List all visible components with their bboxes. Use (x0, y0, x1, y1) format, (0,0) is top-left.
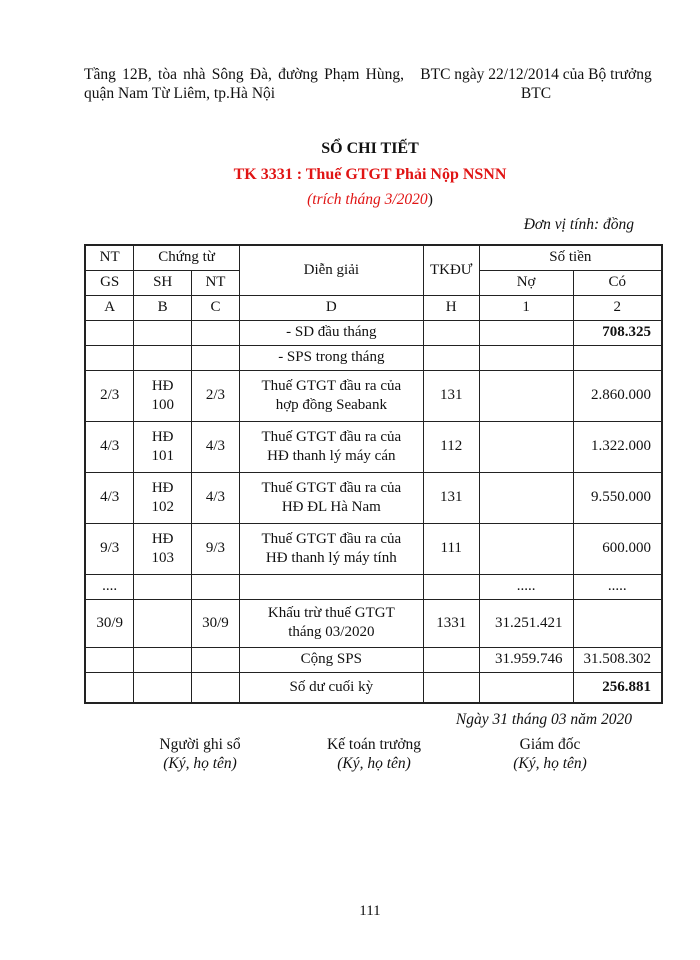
row-co (573, 599, 662, 647)
row-sh-type: HĐ (151, 377, 174, 394)
row-desc-line2: tháng 03/2020 (288, 624, 375, 640)
row-sh (134, 472, 192, 523)
total-no: 31.959.746 (479, 647, 573, 672)
signer-director (460, 735, 640, 773)
signer-role: Người ghi sổ (159, 736, 241, 753)
code-cell: A (85, 295, 134, 320)
row-tkdu: 1331 (423, 599, 479, 647)
row-no (479, 472, 573, 523)
deduction-row (85, 599, 662, 647)
opening-balance-row (85, 320, 662, 345)
row-desc-line1: Khấu trừ thuế GTGT (267, 605, 395, 621)
row-desc-line1: Thuế GTGT đầu ra của (261, 530, 402, 547)
code-cell: D (239, 295, 423, 320)
code-cell: B (134, 295, 192, 320)
row-no (479, 370, 573, 421)
row-co: 1.322.000 (573, 421, 662, 472)
row-sh (134, 421, 192, 472)
table-row (85, 421, 662, 472)
row-desc-line2: HĐ ĐL Hà Nam (281, 498, 381, 515)
currency-unit: Đơn vị tính: đồng (523, 216, 634, 233)
signer-note: (Ký, họ tên) (163, 755, 237, 772)
ellipsis-no: ..... (479, 574, 573, 599)
signer-note: (Ký, họ tên) (513, 755, 587, 772)
row-nt: 4/3 (192, 472, 240, 523)
row-co: 2.860.000 (573, 370, 662, 421)
sps-label: - SPS trong tháng (239, 345, 423, 370)
header-dien-giai: Diễn giải (239, 245, 423, 295)
row-nt: 9/3 (192, 523, 240, 574)
row-co: 9.550.000 (573, 472, 662, 523)
ledger-table (84, 244, 663, 704)
code-cell: 2 (573, 295, 662, 320)
period-text: (trích tháng 3/2020 (307, 191, 428, 208)
row-desc (239, 599, 423, 647)
row-desc-line2: hợp đồng Seabank (275, 396, 387, 413)
row-date: 4/3 (85, 421, 134, 472)
row-desc (239, 370, 423, 421)
row-date: 9/3 (85, 523, 134, 574)
row-tkdu: 112 (423, 421, 479, 472)
row-date: 30/9 (85, 599, 134, 647)
row-sh-type: HĐ (151, 479, 174, 496)
total-co: 31.508.302 (573, 647, 662, 672)
period-close: ) (427, 191, 433, 208)
page-title: SỔ CHI TIẾT (321, 140, 419, 157)
row-nt: 4/3 (192, 421, 240, 472)
total-label: Cộng SPS (239, 647, 423, 672)
signer-chief-accountant (284, 735, 464, 773)
code-cell: H (423, 295, 479, 320)
row-sh-number: 101 (151, 447, 174, 464)
total-row (85, 647, 662, 672)
closing-co: 256.881 (573, 672, 662, 703)
ellipsis-row (85, 574, 662, 599)
row-sh-number: 100 (151, 396, 174, 413)
account-subtitle: TK 3331 : Thuế GTGT Phải Nộp NSNN (233, 166, 507, 183)
header-no: Nợ (479, 270, 573, 295)
opening-label: - SD đầu tháng (239, 320, 423, 345)
row-sh-type: HĐ (151, 428, 174, 445)
row-nt: 2/3 (192, 370, 240, 421)
signer-recorder (110, 735, 290, 773)
row-desc (239, 523, 423, 574)
header-nt: NT (192, 270, 240, 295)
row-no: 31.251.421 (479, 599, 573, 647)
row-date: 4/3 (85, 472, 134, 523)
page-number: 111 (359, 903, 381, 919)
row-co: 600.000 (573, 523, 662, 574)
row-desc (239, 421, 423, 472)
row-sh-number: 103 (151, 549, 174, 566)
row-no (479, 421, 573, 472)
header-ntgs-top: NT (85, 245, 134, 270)
row-desc-line1: Thuế GTGT đầu ra của (261, 377, 402, 394)
row-desc-line2: HĐ thanh lý máy cán (267, 447, 396, 464)
sps-row (85, 345, 662, 370)
row-desc-line1: Thuế GTGT đầu ra của (261, 479, 402, 496)
row-tkdu: 131 (423, 370, 479, 421)
header-regulation: BTC ngày 22/12/2014 của Bộ trưởng BTC (420, 66, 652, 102)
opening-co: 708.325 (573, 320, 662, 345)
row-nt: 30/9 (192, 599, 240, 647)
table-row (85, 472, 662, 523)
code-cell: 1 (479, 295, 573, 320)
ellipsis-cell: .... (85, 574, 134, 599)
signer-note: (Ký, họ tên) (337, 755, 411, 772)
closing-balance-row (85, 672, 662, 703)
row-desc-line1: Thuế GTGT đầu ra của (261, 428, 402, 445)
table-row (85, 523, 662, 574)
row-tkdu: 111 (423, 523, 479, 574)
row-sh (134, 523, 192, 574)
row-tkdu: 131 (423, 472, 479, 523)
header-ntgs-bottom: GS (85, 270, 134, 295)
row-sh-number: 102 (151, 498, 174, 515)
row-desc-line2: HĐ thanh lý máy tính (265, 549, 397, 566)
row-desc (239, 472, 423, 523)
row-sh-type: HĐ (151, 530, 174, 547)
header-so-tien: Số tiền (479, 245, 662, 270)
signer-role: Giám đốc (519, 736, 581, 753)
row-no (479, 523, 573, 574)
sign-date: Ngày 31 tháng 03 năm 2020 (455, 711, 632, 728)
code-row (85, 295, 662, 320)
table-row (85, 370, 662, 421)
code-cell: C (192, 295, 240, 320)
header-address: Tầng 12B, tòa nhà Sông Đà, đường Phạm Hùng, quận Nam Từ Liêm, tp.Hà Nội (84, 66, 404, 102)
header-sh: SH (134, 270, 192, 295)
closing-label: Số dư cuối kỳ (239, 672, 423, 703)
header-tkdu: TKĐƯ (423, 245, 479, 295)
header-co: Có (573, 270, 662, 295)
header-chung-tu: Chứng từ (134, 245, 240, 270)
row-sh (134, 370, 192, 421)
period-label (0, 191, 700, 209)
ellipsis-co: ..... (573, 574, 662, 599)
row-date: 2/3 (85, 370, 134, 421)
signer-role: Kế toán trưởng (326, 736, 422, 753)
